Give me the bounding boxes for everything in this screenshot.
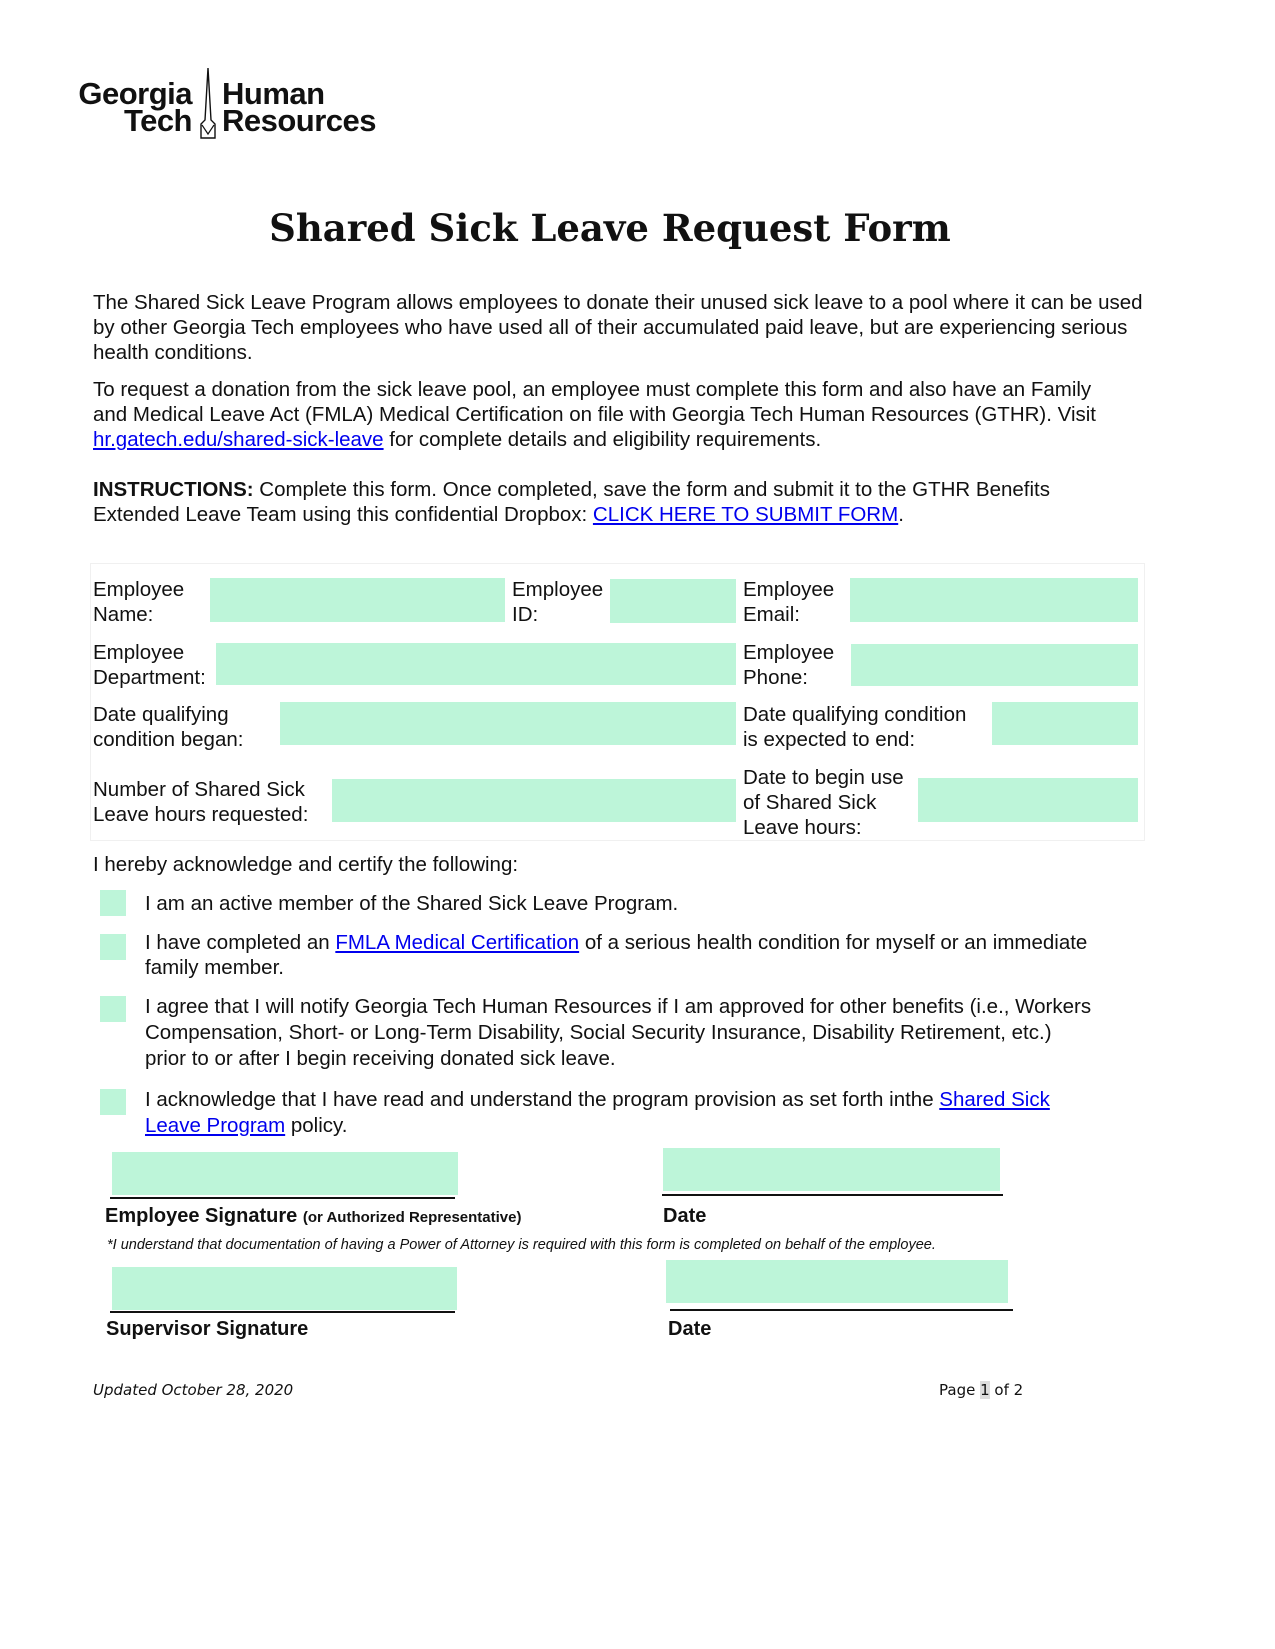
text: Page — [939, 1381, 981, 1399]
text: policy. — [285, 1114, 348, 1137]
employee-phone-field[interactable] — [851, 644, 1138, 686]
instructions-label: INSTRUCTIONS: — [93, 478, 254, 501]
employee-date-field[interactable] — [663, 1148, 1000, 1191]
acknowledge-heading: I hereby acknowledge and certify the following: — [93, 853, 519, 876]
ack-item-2 — [145, 930, 1095, 980]
ack-item-4 — [145, 1087, 1095, 1139]
date-label: Date — [663, 1205, 707, 1227]
text: (or Authorized Representative) — [302, 1209, 522, 1226]
signature-line — [110, 1311, 455, 1313]
begin-use-date-field[interactable] — [918, 778, 1138, 822]
instructions — [93, 477, 1123, 527]
label-hours-requested: Number of Shared Sick Leave hours requested: — [93, 778, 309, 826]
supervisor-signature-field[interactable] — [112, 1267, 457, 1310]
employee-department-field[interactable] — [216, 643, 736, 685]
logo-text: Human — [222, 76, 325, 111]
ack-item-3: I agree that I will notify Georgia Tech Human Resources if I am approved for other benefits (i.e., Workers Compensation, Short- or Long-Term Disability, Social Security Insurance, Disability Retirement, etc.) prior to or after I begin receiving donated sick leave. — [145, 995, 1092, 1070]
text: of a serious health condition for myself or an immediate family member. — [145, 931, 1088, 979]
text: for complete details and eligibility requirements. — [383, 428, 822, 451]
logo-text: Resources — [222, 103, 377, 138]
supervisor-date-field[interactable] — [666, 1260, 1008, 1303]
logo-text: Tech — [123, 103, 192, 138]
intro-paragraph-1: The Shared Sick Leave Program allows employees to donate their unused sick leave to a pool where it can be used by other Georgia Tech employees who have used all of their accumulated paid leave, but are experiencing serious health conditions. — [93, 291, 1143, 364]
employee-email-field[interactable] — [850, 578, 1138, 622]
label-employee-name: Employee Name: — [93, 578, 185, 626]
updated-date: Updated October 28, 2020 — [93, 1381, 294, 1399]
label-condition-began: Date qualifying condition began: — [93, 703, 244, 751]
label-employee-id: Employee ID: — [512, 578, 604, 626]
text: I have completed an — [145, 931, 336, 954]
employee-signature-label — [105, 1205, 522, 1228]
condition-began-field[interactable] — [280, 702, 736, 745]
checkbox-active-member[interactable] — [100, 890, 126, 916]
label-condition-end: Date qualifying condition is expected to end: — [743, 703, 967, 751]
text: To request a donation from the sick leave pool, an employee must complete this form and also have an Family and Medical Leave Act (FMLA) Medical Certification on file with Georgia Tech Human Resources (GTHR). Visit — [93, 378, 1096, 426]
fmla-certification-link[interactable]: FMLA Medical Certification — [335, 931, 580, 954]
shared-sick-leave-link[interactable]: hr.gatech.edu/shared-sick-leave — [93, 428, 384, 451]
checkbox-read-policy[interactable] — [100, 1089, 126, 1115]
submit-form-link[interactable]: CLICK HERE TO SUBMIT FORM — [592, 503, 899, 526]
text: Employee Signature — [105, 1205, 298, 1227]
label-employee-department: Employee Department: — [93, 641, 206, 689]
intro-paragraph-2 — [93, 377, 1123, 452]
tower-icon — [198, 68, 218, 142]
date-line — [662, 1194, 1003, 1196]
signature-line — [110, 1197, 455, 1199]
shared-sick-leave-program-link[interactable]: Shared Sick Leave Program — [145, 1088, 1050, 1137]
text: Complete this form. Once completed, save the form and submit it to the GTHR Benefits Extended Leave Team using this confidential Dropbox: — [93, 478, 1050, 526]
ack-item-1: I am an active member of the Shared Sick Leave Program. — [145, 892, 679, 915]
label-begin-use-date: Date to begin use of Shared Sick Leave hours: — [743, 766, 904, 839]
current-page: 1 — [980, 1381, 990, 1399]
checkbox-fmla-certification[interactable] — [100, 934, 126, 960]
label-employee-phone: Employee Phone: — [743, 641, 835, 689]
condition-end-field[interactable] — [992, 702, 1138, 745]
logo-text: Georgia — [78, 76, 192, 111]
checkbox-notify-benefits[interactable] — [100, 996, 126, 1022]
text: of 2 — [989, 1381, 1024, 1399]
employee-signature-field[interactable] — [112, 1152, 458, 1195]
poa-disclaimer: *I understand that documentation of having a Power of Attorney is required with this form is completed on behalf of the employee. — [107, 1237, 936, 1253]
page-title: Shared Sick Leave Request Form — [269, 206, 951, 250]
supervisor-signature-label: Supervisor Signature — [106, 1318, 309, 1340]
employee-name-field[interactable] — [210, 578, 505, 622]
page-number — [939, 1381, 1023, 1399]
logo — [50, 76, 420, 142]
date-label: Date — [668, 1318, 712, 1340]
text: I acknowledge that I have read and understand the program provision as set forth inthe — [145, 1088, 940, 1111]
hours-requested-field[interactable] — [332, 779, 736, 822]
label-employee-email: Employee Email: — [743, 578, 835, 626]
date-line — [670, 1309, 1013, 1311]
text: . — [898, 503, 904, 526]
employee-id-field[interactable] — [610, 579, 736, 623]
